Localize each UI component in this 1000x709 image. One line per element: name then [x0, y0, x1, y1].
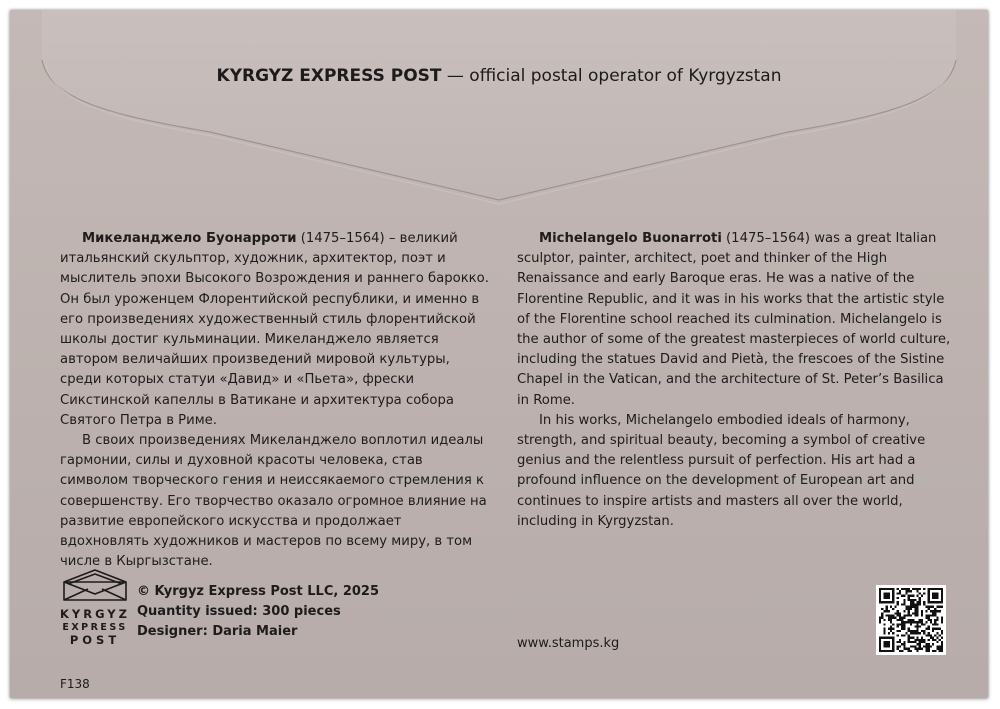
qr-code-icon [876, 585, 946, 655]
quantity-line: Quantity issued: 300 pieces [137, 604, 341, 619]
website-link[interactable]: www.stamps.kg [517, 636, 620, 651]
envelope-flap [10, 10, 988, 210]
logo-word-kyrgyz: KYRGYZ [60, 607, 130, 621]
title-rest: — official postal operator of Kyrgyzstan [441, 66, 782, 86]
designer-line: Designer: Daria Maier [137, 624, 298, 639]
ru-name: Микеланджело Буонарроти [82, 231, 297, 246]
page-title [10, 66, 988, 86]
envelope-logo-icon [58, 568, 132, 602]
ru-paragraph-2: В своих произведениях Микеланджело воплотил идеалы гармонии, силы и духовной красоты человека, став символом творческого гения и неиссякаемого стремления к совершенству. Его творчество оказало огромное влияние на развитие европейского искусства и продолжает вдохновлять художников и мастеров по всему миру, в том числе в Кыргызстане. [60, 433, 487, 570]
ru-paragraph-1 [60, 229, 492, 431]
logo-word-post: POST [69, 633, 121, 647]
en-paragraph-1 [517, 229, 955, 411]
logo-word-express: EXPRESS [62, 622, 128, 633]
russian-text-column [60, 229, 492, 572]
brand-name: KYRGYZ EXPRESS POST [216, 66, 442, 86]
credits-block [137, 582, 379, 642]
envelope-back [10, 10, 988, 698]
en-p1-text: (1475–1564) was a great Italian sculptor, painter, architect, poet and thinker of the High Renaissance and early Baroque eras. He was a native of the Florentine Republic, and it was in his works that the artistic style of the Florentine school reached its culmination. Michelangelo is the author of some of the greatest masterpieces of world culture, including the statues David and Pietà, the frescoes of the Sistine Chapel in the Vatican, and the architecture of St. Peter’s Basilica in Rome. [517, 231, 951, 408]
english-text-column [517, 229, 955, 532]
product-code: F138 [60, 677, 90, 691]
en-name: Michelangelo Buonarroti [539, 231, 722, 246]
ru-p1-text: (1475–1564) – великий итальянский скульптор, художник, архитектор, поэт и мыслитель эпохи Высокого Возрождения и раннего барокко. Он был уроженцем Флорентийской республики, и именно в его произведениях художественный стиль флорентийской школы достиг кульминации. Микеланджело является автором величайших произведений мировой культуры, среди которых статуи «Давид» и «Пьета», фрески Сикстинской капеллы в Ватикане и архитектура собора Святого Петра в Риме. [60, 231, 489, 428]
kyrgyz-express-post-logo [58, 568, 132, 658]
copyright-line: © Kyrgyz Express Post LLC, 2025 [137, 584, 380, 599]
en-paragraph-2: In his works, Michelangelo embodied ideals of harmony, strength, and spiritual beauty, becoming a symbol of creative genius and the relentless pursuit of perfection. His art had a profound influence on the development of European art and continues to inspire artists and masters all over the world, including in Kyrgyzstan. [517, 412, 926, 529]
